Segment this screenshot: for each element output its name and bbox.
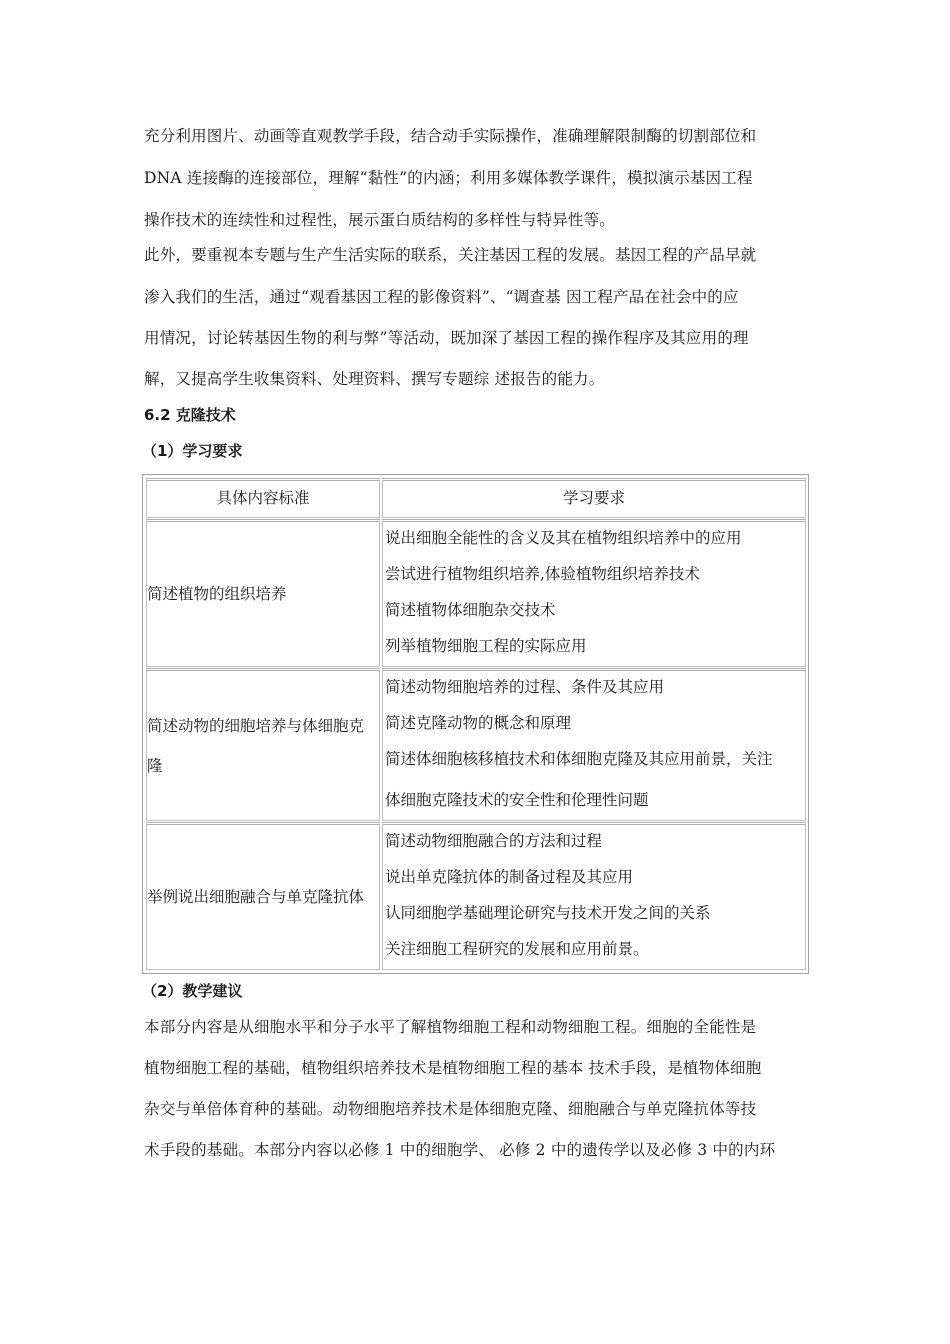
subsection-learning-requirements: （1）学习要求: [142, 442, 243, 460]
intro-line-3: 操作技术的连续性和过程性，展示蛋白质结构的多样性与特异性等。: [144, 211, 616, 229]
standard-text: 举例说出细胞融合与单克隆抗体: [147, 888, 365, 906]
requirement-item: 简述植物体细胞杂交技术: [385, 601, 556, 619]
subsection-teaching-suggestions: （2）教学建议: [142, 982, 243, 1000]
table-row-3-requirements: [382, 822, 806, 970]
final-line-1: 本部分内容是从细胞水平和分子水平了解植物细胞工程和动物细胞工程。细胞的全能性是: [144, 1018, 757, 1036]
requirement-item: 说出单克隆抗体的制备过程及其应用: [385, 868, 634, 886]
para2-line-4: 解，又提高学生收集资料、处理资料、撰写专题综 述报告的能力。: [144, 370, 605, 388]
requirement-item: 简述体细胞核移植技术和体细胞克隆及其应用前景，关注: [385, 750, 773, 768]
table-header-standard: [146, 478, 380, 518]
final-line-3: 杂交与单倍体育种的基础。动物细胞培养技术是体细胞克隆、细胞融合与单克隆抗体等技: [144, 1100, 757, 1118]
table-row-3-standard: [146, 822, 380, 970]
header-requirements-label: 学习要求: [562, 489, 625, 507]
requirement-item: 简述克隆动物的概念和原理: [385, 714, 572, 732]
intro-line-1: 充分利用图片、动画等直观教学手段，结合动手实际操作，准确理解限制酶的切割部位和: [144, 127, 757, 145]
requirement-item: 尝试进行植物组织培养,体验植物组织培养技术: [385, 565, 700, 583]
para2-line-2: 渗入我们的生活，通过“观看基因工程的影像资料”、“调查基 因工程产品在社会中的应: [144, 288, 739, 306]
standard-text: 简述植物的组织培养: [147, 585, 287, 603]
requirement-item: 说出细胞全能性的含义及其在植物组织培养中的应用: [385, 529, 742, 547]
intro-line-2: DNA 连接酶的连接部位，理解“黏性”的内涵；利用多媒体教学课件，模拟演示基因工程: [144, 169, 753, 187]
final-line-4: 术手段的基础。本部分内容以必修 1 中的细胞学、 必修 2 中的遗传学以及必修 3 中的内环: [144, 1141, 776, 1159]
table-row-1-standard: [146, 519, 380, 667]
table-row-2-requirements: [382, 668, 806, 821]
requirement-item: 简述动物细胞培养的过程、条件及其应用: [385, 678, 665, 696]
section-title: 6.2 克隆技术: [144, 406, 236, 424]
requirement-item: 体细胞克隆技术的安全性和伦理性问题: [385, 791, 649, 809]
table-row-2-standard: [146, 668, 380, 821]
para2-line-3: 用情况，讨论转基因生物的利与弊”等活动，既加深了基因工程的操作程序及其应用的理: [144, 329, 749, 347]
standard-text: 简述动物的细胞培养与体细胞克隆: [147, 716, 365, 775]
table-row-1-requirements: [382, 519, 806, 667]
requirement-item: 认同细胞学基础理论研究与技术开发之间的关系: [385, 904, 711, 922]
requirement-item: 关注细胞工程研究的发展和应用前景。: [385, 940, 649, 958]
final-line-2: 植物细胞工程的基础，植物组织培养技术是植物细胞工程的基本 技术手段，是植物体细胞: [144, 1059, 762, 1077]
para2-line-1: 此外，要重视本专题与生产生活实际的联系，关注基因工程的发展。基因工程的产品早就: [144, 246, 757, 264]
requirement-item: 列举植物细胞工程的实际应用: [385, 637, 587, 655]
requirement-item: 简述动物细胞融合的方法和过程: [385, 832, 603, 850]
requirements-table: [142, 474, 809, 974]
header-standard-label: 具体内容标准: [216, 489, 310, 507]
table-header-requirements: [382, 478, 806, 518]
